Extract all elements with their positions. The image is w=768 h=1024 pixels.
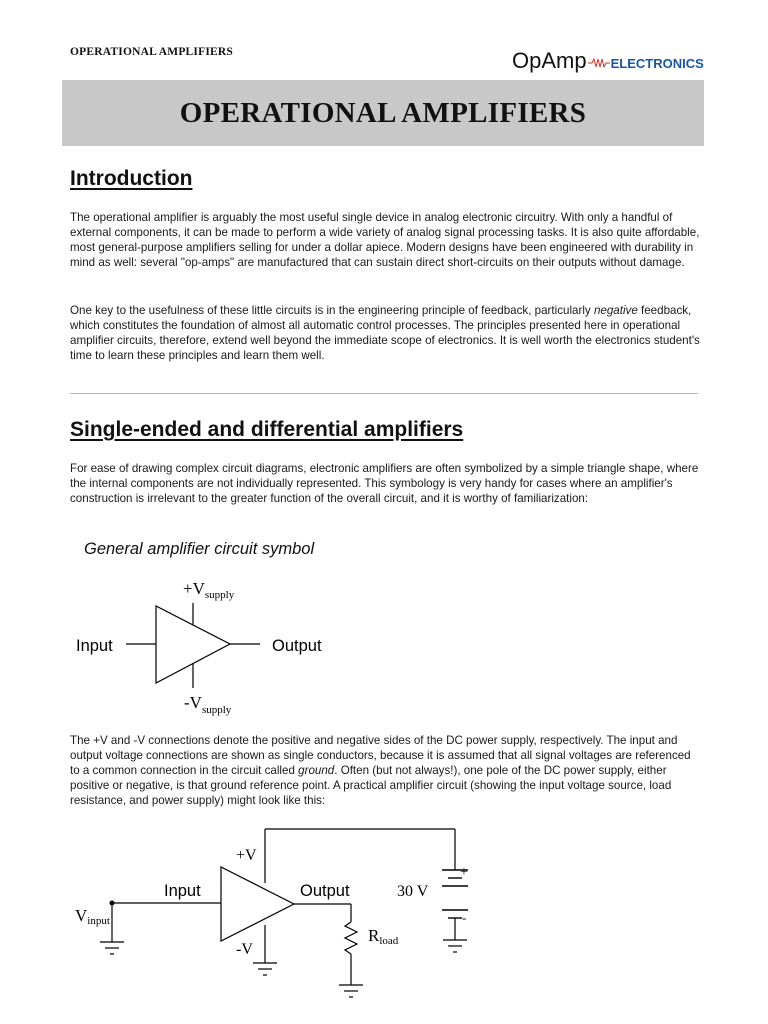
- rload-label: Rload: [368, 926, 399, 947]
- figure-1-caption: General amplifier circuit symbol: [84, 540, 315, 558]
- section-heading-introduction: Introduction: [70, 167, 193, 190]
- single-ended-p2-emphasis: ground: [298, 764, 335, 777]
- input-junction-dot: [110, 901, 115, 906]
- ground-symbol-battery: [443, 940, 467, 952]
- single-ended-paragraph-1: For ease of drawing complex circuit diagrams, electronic amplifiers are often symbolized by a simple triangle shape, where the internal components are not individually represented. This symbology is very handy for cases where an amplifier's construction is irrelevant to the greater function of the overall circuit, and it is worthy of familiarization:: [70, 462, 699, 505]
- section-heading-single-ended: Single-ended and differential amplifiers: [70, 418, 464, 441]
- running-header: OPERATIONAL AMPLIFIERS: [70, 46, 233, 58]
- input-label: Input: [76, 637, 113, 655]
- intro-p2-emphasis: negative: [593, 304, 638, 317]
- ground-symbol-load: [339, 985, 363, 997]
- logo-electronics-text: ELECTRONICS: [610, 56, 704, 71]
- single-ended-p2-start: The +V and -V connections denote the positive and negative sides of the DC power supply, respectively. The input and output voltage connections are shown as single conductors, because it is assumed that all signal voltages are referenced to a common connection in the circuit called: [70, 734, 691, 777]
- circuit-vminus-label: -V: [236, 941, 253, 958]
- intro-p2-end: feedback, which constitutes the foundation of almost all automatic control processes. The principles presented here in operational amplifier circuits, therefore, extend well beyond the immediate scope of electronics. It is well worth the electronics student's time to learn these principles and learn them well.: [70, 304, 700, 362]
- intro-paragraph-1: The operational amplifier is arguably the most useful single device in analog electronic circuitry. With only a handful of external components, it can be made to perform a wide variety of analog signal processing tasks. It is also quite affordable, most general-purpose amplifiers selling for under a dollar apiece. Modern designs have been engineered with durability in mind as well: several "op-amps" are manufactured that can sustain direct short-circuits on their outputs without damage.: [70, 211, 700, 269]
- battery-minus-label: -: [462, 910, 467, 925]
- output-label: Output: [272, 637, 322, 655]
- vplus-label: $+V_{supply}$: [183, 579, 235, 601]
- ground-symbol-vminus: [253, 963, 277, 975]
- circuit-output-label: Output: [300, 882, 350, 900]
- circuit-input-label: Input: [164, 882, 201, 900]
- circuit-vplus-label: +V: [236, 847, 257, 864]
- logo-opamp-text: OpAmp: [512, 48, 587, 73]
- battery-plus-label: +: [460, 865, 468, 880]
- load-resistor-zigzag: [345, 922, 357, 954]
- circuit-amplifier-triangle: [221, 867, 294, 941]
- ground-symbol-input: [100, 942, 124, 954]
- vinput-label: Vinput: [75, 906, 110, 927]
- page-title: OPERATIONAL AMPLIFIERS: [179, 96, 587, 129]
- single-ended-p2-end: . Often (but not always!), one pole of the DC power supply, either positive or negative, is that ground reference point. A practical amplifier circuit (showing the input voltage source, load resistance, and power supply) might look like this:: [70, 764, 672, 807]
- vminus-label: $-V_{supply}$: [184, 693, 232, 716]
- intro-p2-start: One key to the usefulness of these little circuits is in the engineering principle of feedback, particularly: [70, 304, 594, 317]
- battery-voltage-label: 30 V: [397, 883, 429, 900]
